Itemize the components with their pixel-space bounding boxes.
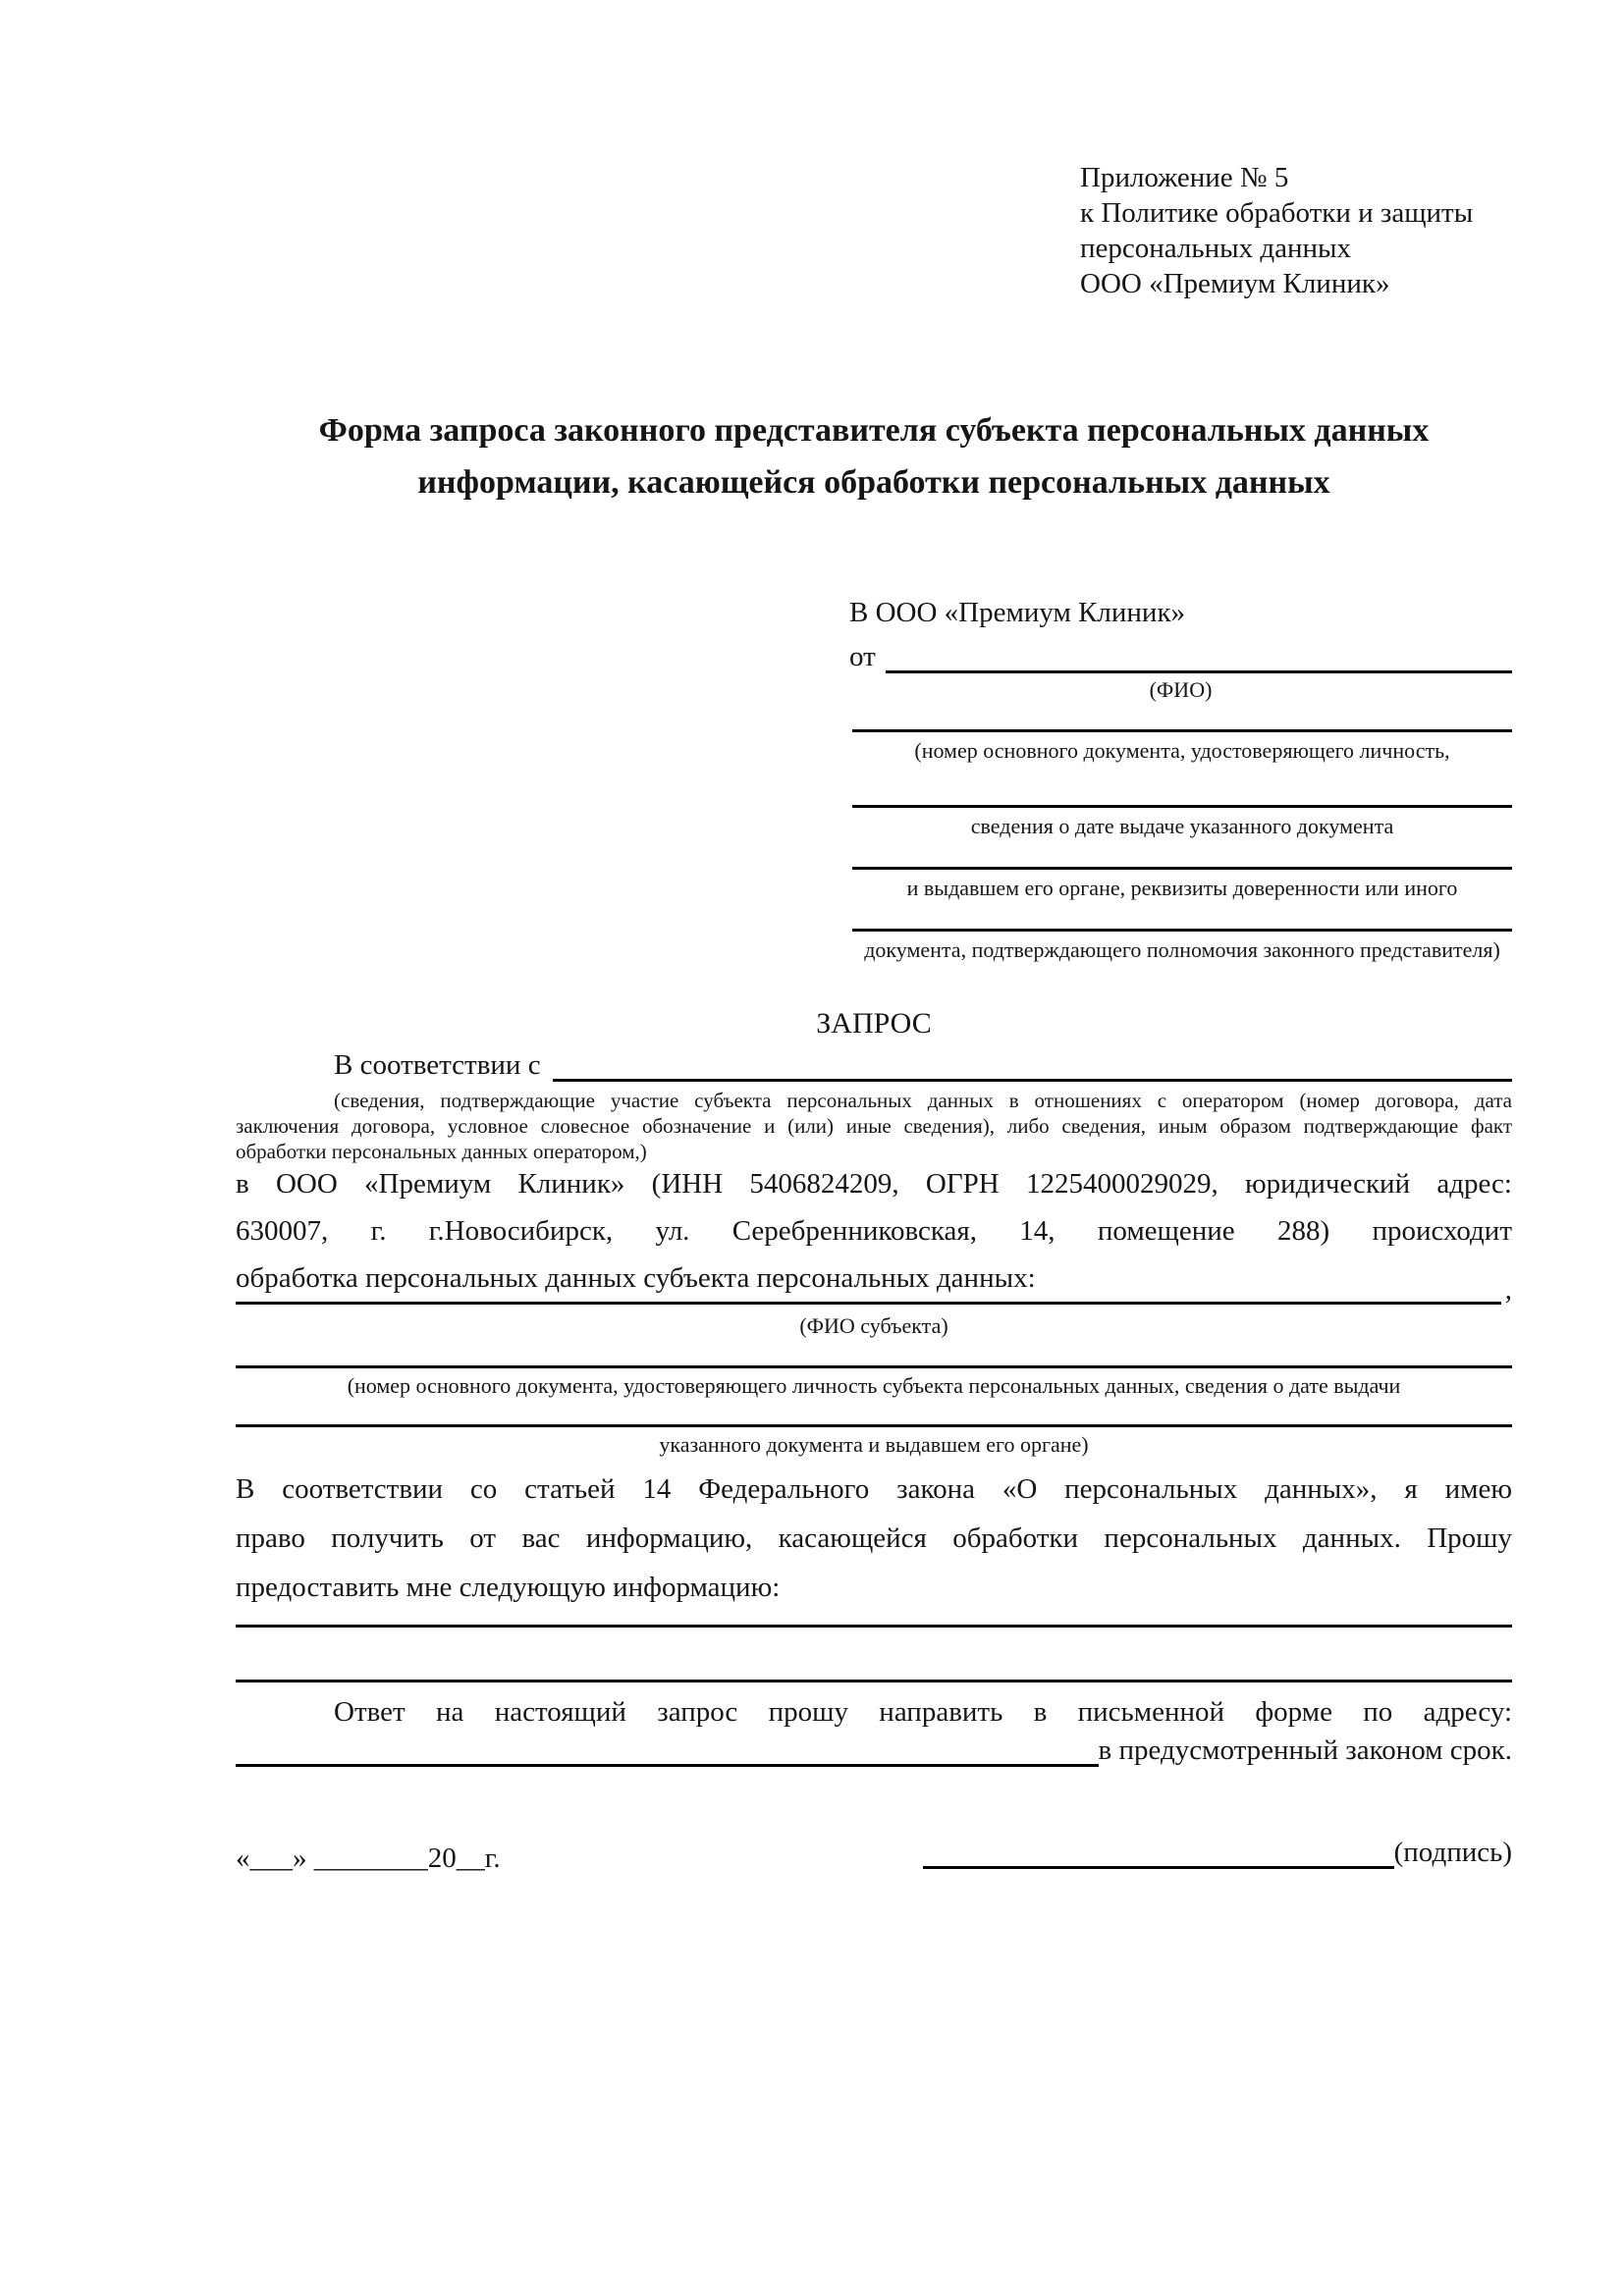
signature-row bbox=[923, 1837, 1512, 1869]
appendix-line: к Политике обработки и защиты bbox=[1080, 197, 1474, 229]
fine-print-line-1: (сведения, подтверждающие участие субъекта персональных данных в отношениях с оператором (номер договора, дата bbox=[334, 1089, 1512, 1112]
according-blank-line bbox=[553, 1079, 1512, 1082]
operator-paragraph-line-3: обработка персональных данных субъекта персональных данных: bbox=[236, 1262, 1036, 1294]
blank-line-4 bbox=[852, 929, 1512, 932]
from-blank-line bbox=[886, 670, 1512, 673]
subject-fio-caption: (ФИО субъекта) bbox=[799, 1313, 948, 1338]
operator-paragraph-line-2: 630007, г. г.Новосибирск, ул. Серебренниковская, 14, помещение 288) происходит bbox=[236, 1215, 1512, 1247]
trailing-comma: , bbox=[1504, 1274, 1512, 1306]
blank-caption-4: документа, подтверждающего полномочия законного представителя) bbox=[864, 937, 1500, 962]
blank-line-2 bbox=[852, 805, 1512, 808]
title-line: Форма запроса законного представителя субъекта персональных данных bbox=[318, 412, 1430, 449]
appendix-line: ООО «Премиум Клиник» bbox=[1080, 268, 1390, 299]
law-paragraph-line-3: предоставить мне следующую информацию: bbox=[236, 1572, 781, 1603]
according-label: В соответствии с bbox=[334, 1049, 541, 1081]
blank-caption-1: (номер основного документа, удостоверяющего личность, bbox=[914, 738, 1450, 763]
subject-doc-blank-line-2 bbox=[236, 1424, 1512, 1427]
title-line: информации, касающейся обработки персональных данных bbox=[417, 464, 1330, 501]
blank-caption-3: и выдавшем его органе, реквизиты доверенности или иного bbox=[906, 876, 1458, 900]
reply-address-blank-line bbox=[236, 1764, 1099, 1767]
blank-line-1 bbox=[852, 729, 1512, 732]
subject-doc-blank-line-1 bbox=[236, 1365, 1512, 1368]
date-field: «___» ________20__г. bbox=[236, 1842, 501, 1874]
from-label: от bbox=[849, 641, 876, 672]
fine-print bbox=[236, 1088, 1512, 1164]
law-paragraph-line-2: право получить от вас информацию, касающейся обработки персональных данных. Прошу bbox=[236, 1522, 1512, 1554]
document-title bbox=[236, 404, 1512, 508]
subject-caption-1: (номер основного документа, удостоверяющего личность субъекта персональных данных, сведения о дате выдачи bbox=[347, 1373, 1401, 1398]
blank-line-3 bbox=[852, 867, 1512, 870]
reply-row-2 bbox=[236, 1730, 1512, 1767]
subject-blank-line bbox=[236, 1302, 1501, 1305]
answer-blank-line-1 bbox=[236, 1625, 1512, 1628]
appendix-line: персональных данных bbox=[1080, 233, 1352, 264]
subject-caption-2: указанного документа и выдавшем его органе) bbox=[659, 1432, 1089, 1457]
law-paragraph-line-1: В соответствии со статьей 14 Федерального закона «О персональных данных», я имею bbox=[236, 1473, 1512, 1505]
subject-blank-row bbox=[236, 1272, 1512, 1305]
signature-caption: (подпись) bbox=[1393, 1837, 1512, 1868]
blank-caption-2: сведения о дате выдаче указанного документа bbox=[970, 814, 1394, 838]
addressee-to: В ООО «Премиум Клиник» bbox=[849, 597, 1186, 628]
appendix-line: Приложение № 5 bbox=[1080, 162, 1289, 193]
fine-print-line-2: заключения договора, условное словесное обозначение и (или) иные сведения), либо сведения, иным образом подтверждающие факт bbox=[236, 1114, 1512, 1138]
appendix-block bbox=[1080, 160, 1532, 301]
fine-print-line-3: обработки персональных данных оператором,) bbox=[236, 1140, 647, 1163]
reply-line-2-suffix: в предусмотренный законом срок. bbox=[1098, 1735, 1512, 1766]
from-row bbox=[849, 636, 1512, 673]
fio-caption: (ФИО) bbox=[1149, 677, 1213, 702]
signature-blank-line bbox=[923, 1866, 1394, 1869]
reply-line-1: Ответ на настоящий запрос прошу направить в письменной форме по адресу: bbox=[334, 1696, 1512, 1728]
according-row bbox=[236, 1044, 1512, 1082]
law-paragraph bbox=[236, 1465, 1512, 1612]
operator-paragraph-line-1: в ООО «Премиум Клиник» (ИНН 5406824209, ОГРН 1225400029029, юридический адрес: bbox=[236, 1168, 1512, 1200]
answer-blank-line-2 bbox=[236, 1680, 1512, 1682]
request-heading: ЗАПРОС bbox=[816, 1007, 932, 1040]
